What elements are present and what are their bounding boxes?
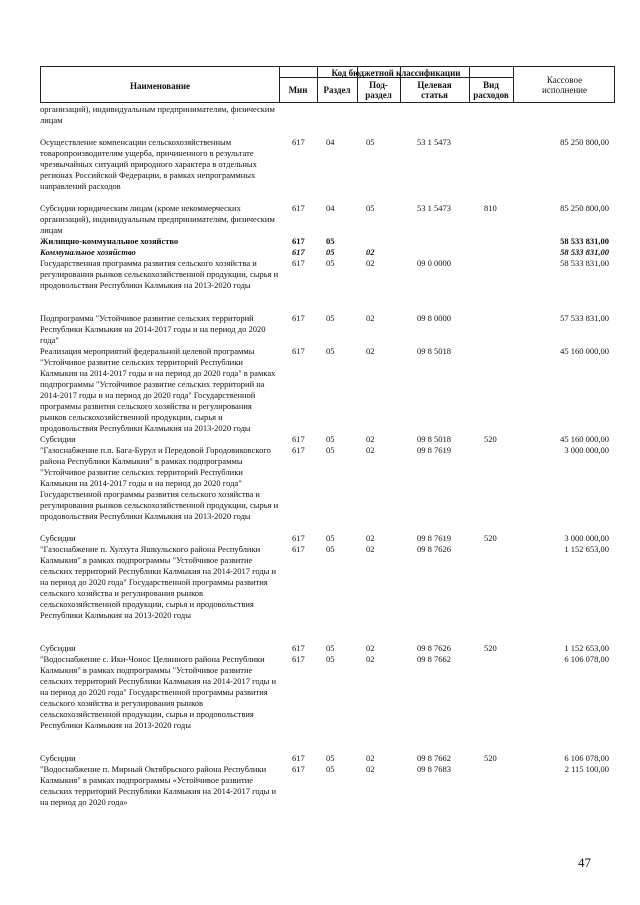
row-cs: 53 1 5473: [417, 203, 451, 213]
header-expense-type-line1: Вид: [483, 80, 499, 90]
row-amt: 57 533 831,00: [560, 313, 609, 323]
row-vr: 810: [484, 203, 497, 213]
header-podrazdel: [357, 80, 400, 100]
row-min: 617: [292, 643, 305, 653]
row-cs: 09 8 5018: [417, 434, 451, 444]
row-name: Осуществление компенсации сельскохозяйственным товаропроизводителям ущерба, причиненного в результате чрезвычайных ситуаций природного характера в отдельных регионах Российской Федерации, в рамках непрограммных направлений расходов: [40, 137, 257, 191]
header-cash-execution: [513, 75, 616, 95]
row-min: 617: [292, 203, 305, 213]
row-pr: 02: [366, 764, 375, 774]
table-row: [40, 643, 615, 654]
table-row: [40, 236, 615, 247]
row-pr: 02: [366, 346, 375, 356]
row-pr: 02: [366, 544, 375, 554]
row-pr: 02: [366, 258, 375, 268]
row-pr: 05: [366, 203, 375, 213]
row-min: 617: [292, 313, 305, 323]
row-name: Жилищно-коммунальное хозяйство: [40, 236, 179, 246]
row-cs: 09 8 7662: [417, 753, 451, 763]
row-amt: 6 106 078,00: [564, 753, 609, 763]
row-rz: 04: [326, 137, 335, 147]
row-min: 617: [292, 236, 305, 246]
row-min: 617: [292, 247, 305, 257]
table-row: [40, 445, 615, 533]
row-vr: 520: [484, 643, 497, 653]
row-min: 617: [292, 445, 305, 455]
header-target-article-line1: Целевая: [417, 80, 452, 90]
row-rz: 05: [326, 434, 335, 444]
header-podrazdel-line2: раздел: [365, 90, 392, 100]
row-name: организаций), индивидуальным предпринимателям, физическим лицам: [40, 104, 275, 125]
row-rz: 05: [326, 236, 335, 246]
row-amt: 58 533 831,00: [560, 258, 609, 268]
header-target-article-line2: статья: [421, 90, 448, 100]
row-amt: 45 160 000,00: [560, 346, 609, 356]
row-cs: 09 8 7619: [417, 533, 451, 543]
header-cash-execution-line2: исполнение: [542, 85, 587, 95]
header-code-group: Код бюджетной классификации: [331, 68, 461, 78]
row-pr: 02: [366, 313, 375, 323]
row-name: Государственная программа развития сельского хозяйства и регулирования рынков сельскохозяйственной продукции, сырья и продовольствия Республики Калмыкия на 2013-2020 годы: [40, 258, 279, 290]
row-cs: 09 8 7626: [417, 643, 451, 653]
row-min: 617: [292, 533, 305, 543]
row-rz: 05: [326, 533, 335, 543]
header-name: Наименование: [130, 81, 190, 91]
table-body: [40, 104, 615, 808]
row-name: "Водоснабжение п. Мирный Октябрьского района Республики Калмыкия" в рамках подпрограммы «Устойчивое развитие сельских территорий Республики Калмыкия на 2014-2017 годы и на период до 2020 года»: [40, 764, 277, 807]
table-row: [40, 247, 615, 258]
row-rz: 05: [326, 258, 335, 268]
row-vr: 520: [484, 753, 497, 763]
row-cs: 09 8 5018: [417, 346, 451, 356]
table-row: [40, 654, 615, 753]
row-name: Подпрограмма "Устойчивое развитие сельских территорий Республики Калмыкия на 2014-2017 годы и на период до 2020 года": [40, 313, 266, 345]
row-rz: 04: [326, 203, 335, 213]
row-cs: 09 8 0000: [417, 313, 451, 323]
row-min: 617: [292, 137, 305, 147]
row-rz: 05: [326, 313, 335, 323]
row-cs: 09 8 7619: [417, 445, 451, 455]
table-row: [40, 753, 615, 764]
header-razdel: Раздел: [323, 85, 351, 95]
row-amt: 3 000 000,00: [564, 445, 609, 455]
row-min: 617: [292, 654, 305, 664]
page-number: 47: [578, 855, 591, 870]
row-vr: 520: [484, 434, 497, 444]
table-row: [40, 104, 615, 137]
row-cs: 09 8 7683: [417, 764, 451, 774]
row-cs: 09 8 7626: [417, 544, 451, 554]
row-pr: 02: [366, 247, 375, 257]
row-amt: 3 000 000,00: [564, 533, 609, 543]
table-row: [40, 137, 615, 203]
table-row: [40, 313, 615, 346]
row-min: 617: [292, 544, 305, 554]
row-name: Реализация мероприятий федеральной целевой программы "Устойчивое развитие сельских территорий Республики Калмыкия на 2014-2017 годы и на период до 2020 года" в рамках подпрограммы "Устойчивое развитие сельских территорий на 2014-2017 годы и на период до 2020 года" Государственной программы развития сельского хозяйства и регулирования рынков сельскохозяйственной продукции, сырья и продовольствия Республики Калмыкия на 2013-2020 годы: [40, 346, 276, 433]
header-expense-type-line2: расходов: [473, 90, 509, 100]
table-row: [40, 544, 615, 643]
row-rz: 05: [326, 346, 335, 356]
row-min: 617: [292, 258, 305, 268]
row-amt: 58 533 831,00: [560, 247, 609, 257]
row-amt: 85 250 800,00: [560, 203, 609, 213]
row-name: Субсидии: [40, 434, 76, 444]
row-pr: 02: [366, 654, 375, 664]
row-amt: 1 152 653,00: [564, 643, 609, 653]
row-min: 617: [292, 753, 305, 763]
header-podrazdel-line1: Под-: [369, 80, 388, 90]
row-cs: 53 1 5473: [417, 137, 451, 147]
row-min: 617: [292, 764, 305, 774]
row-vr: 520: [484, 533, 497, 543]
row-name: "Газоснабжение п. Хулхута Яшкульского района Республики Калмыкия" в рамках подпрограммы "Устойчивое развитие сельских территорий Республики Калмыкия на 2014-2017 годы и на период до 2020 года" Государственной программы развития сельского хозяйства и регулирования рынков сельскохозяйственной продукции, сырья и продовольствия Республики Калмыкия на 2013-2020 годы: [40, 544, 277, 620]
row-amt: 58 533 831,00: [560, 236, 609, 246]
row-rz: 05: [326, 544, 335, 554]
row-name: Субсидии: [40, 753, 76, 763]
row-amt: 45 160 000,00: [560, 434, 609, 444]
table-row: [40, 258, 615, 313]
row-name: Коммунальное хозяйство: [40, 247, 136, 257]
row-cs: 09 0 0000: [417, 258, 451, 268]
table-row: [40, 346, 615, 434]
row-rz: 05: [326, 445, 335, 455]
row-min: 617: [292, 434, 305, 444]
row-pr: 02: [366, 533, 375, 543]
row-name: Субсидии: [40, 533, 76, 543]
table-row: [40, 203, 615, 236]
row-rz: 05: [326, 753, 335, 763]
row-name: "Газоснабжение п.п. Бага-Бурул и Передовой Городовиковского района Республики Калмыкия" в рамках подпрограммы "Устойчивое развитие сельских территорий Республики Калмыкия на 2014-2017 годы и на период до 2020 года" Государственной программы развития сельского хозяйства и регулирования рынков сельскохозяйственной продукции, сырья и продовольствия Республики Калмыкия на 2013-2020 годы: [40, 445, 279, 521]
row-amt: 85 250 800,00: [560, 137, 609, 147]
row-pr: 05: [366, 137, 375, 147]
row-pr: 02: [366, 753, 375, 763]
table-header: [40, 66, 615, 103]
row-amt: 6 106 078,00: [564, 654, 609, 664]
row-name: Субсидии юридическим лицам (кроме некоммерческих организаций), индивидуальным предпринимателям, физическим лицам: [40, 203, 275, 235]
row-amt: 1 152 653,00: [564, 544, 609, 554]
row-min: 617: [292, 346, 305, 356]
row-cs: 09 8 7662: [417, 654, 451, 664]
row-rz: 05: [326, 764, 335, 774]
table-row: [40, 434, 615, 445]
row-rz: 05: [326, 643, 335, 653]
row-pr: 02: [366, 643, 375, 653]
row-rz: 05: [326, 654, 335, 664]
header-target-article: [400, 80, 469, 100]
row-pr: 02: [366, 434, 375, 444]
header-expense-type: [469, 80, 513, 100]
row-amt: 2 115 100,00: [564, 764, 609, 774]
table-row: [40, 764, 615, 808]
row-pr: 02: [366, 445, 375, 455]
table-row: [40, 533, 615, 544]
header-min: Мин: [288, 85, 308, 95]
row-name: "Водоснабжение с. Ики-Чонос Целинного района Республики Калмыкия" в рамках подпрограммы "Устойчивое развитие сельских территорий Республики Калмыкия на 2014-2017 годы и на период до 2020 года" Государственной программы развития сельского хозяйства и регулирования рынков сельскохозяйственной продукции, сырья и продовольствия Республики Калмыкия на 2013-2020 годы: [40, 654, 277, 730]
row-name: Субсидии: [40, 643, 76, 653]
header-cash-execution-line1: Кассовое: [546, 75, 583, 85]
row-rz: 05: [326, 247, 335, 257]
